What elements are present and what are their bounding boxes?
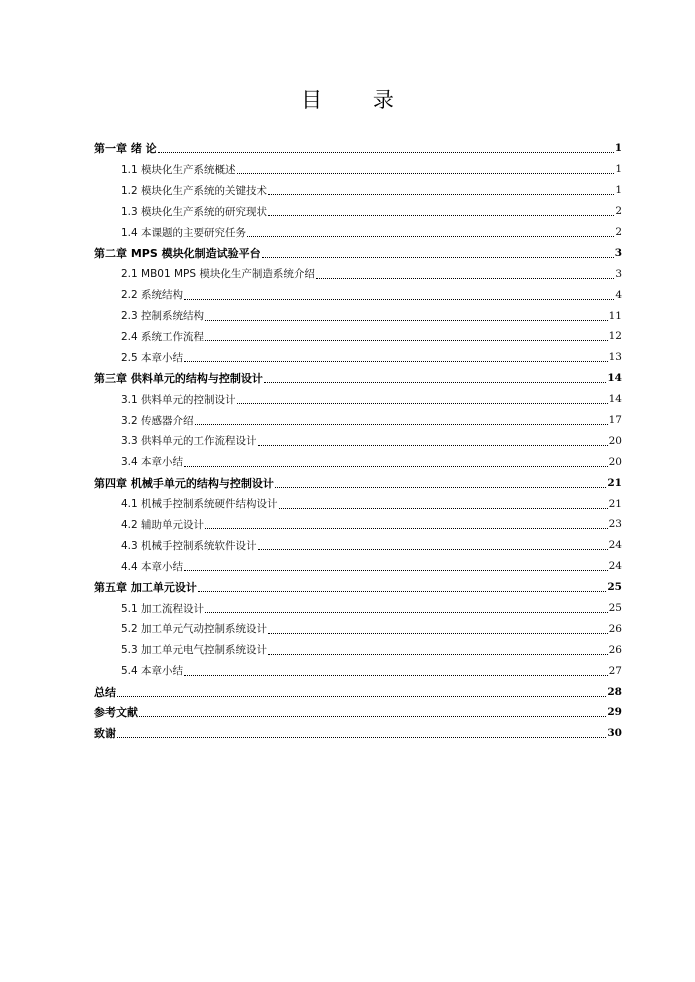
- toc-chapter-entry[interactable]: [94, 138, 622, 159]
- toc-section-entry[interactable]: [94, 618, 622, 639]
- toc-entry-title: 5.1 加工流程设计: [121, 602, 205, 615]
- toc-chapter-entry[interactable]: [94, 242, 622, 263]
- toc-entry-title: 1.1 模块化生产系统概述: [121, 163, 236, 176]
- toc-chapter-entry[interactable]: [94, 702, 622, 723]
- toc-section-entry[interactable]: [94, 326, 622, 347]
- toc-page-number: 14: [608, 393, 622, 406]
- toc-section-entry[interactable]: [94, 263, 622, 284]
- toc-section-entry[interactable]: [94, 305, 622, 326]
- toc-entry-title: 1.4 本课题的主要研究任务: [121, 226, 247, 239]
- toc-page-number: 21: [608, 497, 622, 510]
- dot-leader: [247, 235, 614, 237]
- toc-page-number: 1: [615, 163, 622, 176]
- toc-entry-title: 1.3 模块化生产系统的研究现状: [121, 205, 268, 218]
- toc-entry-title: 5.4 本章小结: [121, 665, 184, 678]
- toc-page-number: 17: [608, 414, 622, 427]
- toc-chapter-entry[interactable]: [94, 472, 622, 493]
- toc-page-number: 3: [615, 267, 622, 280]
- dot-leader: [205, 527, 608, 529]
- toc-entry-title: 2.2 系统结构: [121, 289, 184, 302]
- toc-entry-title: 总结: [94, 685, 116, 699]
- toc-section-entry[interactable]: [94, 347, 622, 368]
- toc-page-number: 3: [614, 246, 622, 259]
- toc-entry-title: 3.1 供料单元的控制设计: [121, 393, 236, 406]
- toc-page-number: 2: [615, 226, 622, 238]
- toc-chapter-entry[interactable]: [94, 723, 622, 744]
- dot-leader: [139, 715, 606, 717]
- toc-entry-title: 第五章 加工单元设计: [94, 581, 197, 595]
- dot-leader: [268, 632, 608, 634]
- toc-entry-title: 4.3 机械手控制系统软件设计: [121, 539, 257, 552]
- toc-page-number: 24: [608, 560, 622, 573]
- dot-leader: [279, 507, 608, 509]
- dot-leader: [205, 339, 608, 341]
- toc-section-entry[interactable]: [94, 410, 622, 431]
- toc-page-number: 24: [608, 539, 622, 552]
- toc-chapter-entry[interactable]: [94, 681, 622, 702]
- dot-leader: [198, 590, 607, 592]
- toc-section-entry[interactable]: [94, 556, 622, 577]
- toc-entry-title: 2.4 系统工作流程: [121, 330, 205, 343]
- toc-chapter-entry[interactable]: [94, 577, 622, 598]
- toc-page-number: 23: [608, 518, 622, 531]
- toc-page-number: 2: [615, 205, 622, 218]
- toc-page-number: 20: [608, 455, 622, 468]
- toc-entry-title: 3.4 本章小结: [121, 456, 184, 469]
- toc-chapter-entry[interactable]: [94, 368, 622, 389]
- dot-leader: [117, 695, 606, 697]
- toc-entry-title: 第一章 绪 论: [94, 142, 157, 156]
- toc-page-number: 29: [607, 706, 622, 719]
- toc-section-entry[interactable]: [94, 514, 622, 535]
- toc-page-number: 1: [614, 142, 622, 155]
- dot-leader: [117, 736, 606, 738]
- toc-section-entry[interactable]: [94, 284, 622, 305]
- table-of-contents: [94, 138, 622, 744]
- toc-entry-title: 第二章 MPS 模块化制造试验平台: [94, 246, 261, 260]
- dot-leader: [184, 360, 608, 362]
- toc-page-number: 30: [607, 727, 622, 740]
- toc-page-number: 1: [615, 184, 622, 197]
- toc-entry-title: 1.2 模块化生产系统的关键技术: [121, 184, 268, 197]
- toc-entry-title: 参考文献: [94, 706, 138, 720]
- toc-section-entry[interactable]: [94, 222, 622, 243]
- toc-section-entry[interactable]: [94, 389, 622, 410]
- toc-page-number: 25: [608, 602, 622, 615]
- toc-entry-title: 2.5 本章小结: [121, 351, 184, 364]
- toc-page-number: 28: [607, 685, 622, 698]
- toc-section-entry[interactable]: [94, 598, 622, 619]
- toc-page-number: 13: [608, 351, 622, 364]
- toc-section-entry[interactable]: [94, 451, 622, 472]
- dot-leader: [316, 277, 614, 279]
- toc-page-number: 26: [608, 643, 622, 656]
- toc-page-number: 11: [608, 309, 622, 322]
- dot-leader: [205, 611, 608, 613]
- dot-leader: [262, 256, 614, 258]
- toc-section-entry[interactable]: [94, 639, 622, 660]
- toc-section-entry[interactable]: [94, 201, 622, 222]
- toc-page-number: 27: [608, 664, 622, 677]
- toc-entry-title: 3.2 传感器介绍: [121, 414, 194, 427]
- toc-section-entry[interactable]: [94, 180, 622, 201]
- toc-section-entry[interactable]: [94, 535, 622, 556]
- toc-page-number: 12: [608, 330, 622, 343]
- dot-leader: [237, 402, 608, 404]
- dot-leader: [268, 653, 608, 655]
- dot-leader: [258, 444, 608, 446]
- dot-leader: [205, 319, 608, 321]
- toc-page-number: 4: [615, 288, 622, 301]
- toc-entry-title: 5.3 加工单元电气控制系统设计: [121, 644, 268, 657]
- dot-leader: [275, 486, 607, 488]
- toc-entry-title: 2.1 MB01 MPS 模块化生产制造系统介绍: [121, 268, 315, 281]
- dot-leader: [268, 193, 614, 195]
- toc-entry-title: 4.1 机械手控制系统硬件结构设计: [121, 498, 278, 511]
- dot-leader: [264, 381, 607, 383]
- dot-leader: [184, 569, 608, 571]
- toc-section-entry[interactable]: [94, 493, 622, 514]
- toc-section-entry[interactable]: [94, 660, 622, 681]
- toc-page-number: 20: [608, 434, 622, 447]
- dot-leader: [268, 214, 614, 216]
- toc-section-entry[interactable]: [94, 159, 622, 180]
- toc-entry-title: 5.2 加工单元气动控制系统设计: [121, 623, 268, 636]
- dot-leader: [237, 172, 615, 174]
- dot-leader: [195, 423, 608, 425]
- toc-page-number: 14: [607, 372, 622, 385]
- toc-entry-title: 3.3 供料单元的工作流程设计: [121, 435, 257, 448]
- dot-leader: [184, 298, 614, 300]
- dot-leader: [258, 548, 608, 550]
- toc-page-number: 25: [607, 581, 622, 594]
- toc-page-number: 26: [608, 622, 622, 635]
- toc-entry-title: 第三章 供料单元的结构与控制设计: [94, 372, 263, 386]
- toc-entry-title: 4.2 辅助单元设计: [121, 518, 205, 531]
- toc-entry-title: 4.4 本章小结: [121, 560, 184, 573]
- toc-section-entry[interactable]: [94, 430, 622, 451]
- toc-entry-title: 第四章 机械手单元的结构与控制设计: [94, 476, 274, 490]
- toc-entry-title: 2.3 控制系统结构: [121, 310, 205, 323]
- toc-entry-title: 致谢: [94, 727, 116, 741]
- dot-leader: [184, 465, 608, 467]
- dot-leader: [158, 151, 614, 153]
- toc-page-number: 21: [607, 476, 622, 489]
- dot-leader: [184, 674, 608, 676]
- page-title: 目 录: [301, 88, 416, 112]
